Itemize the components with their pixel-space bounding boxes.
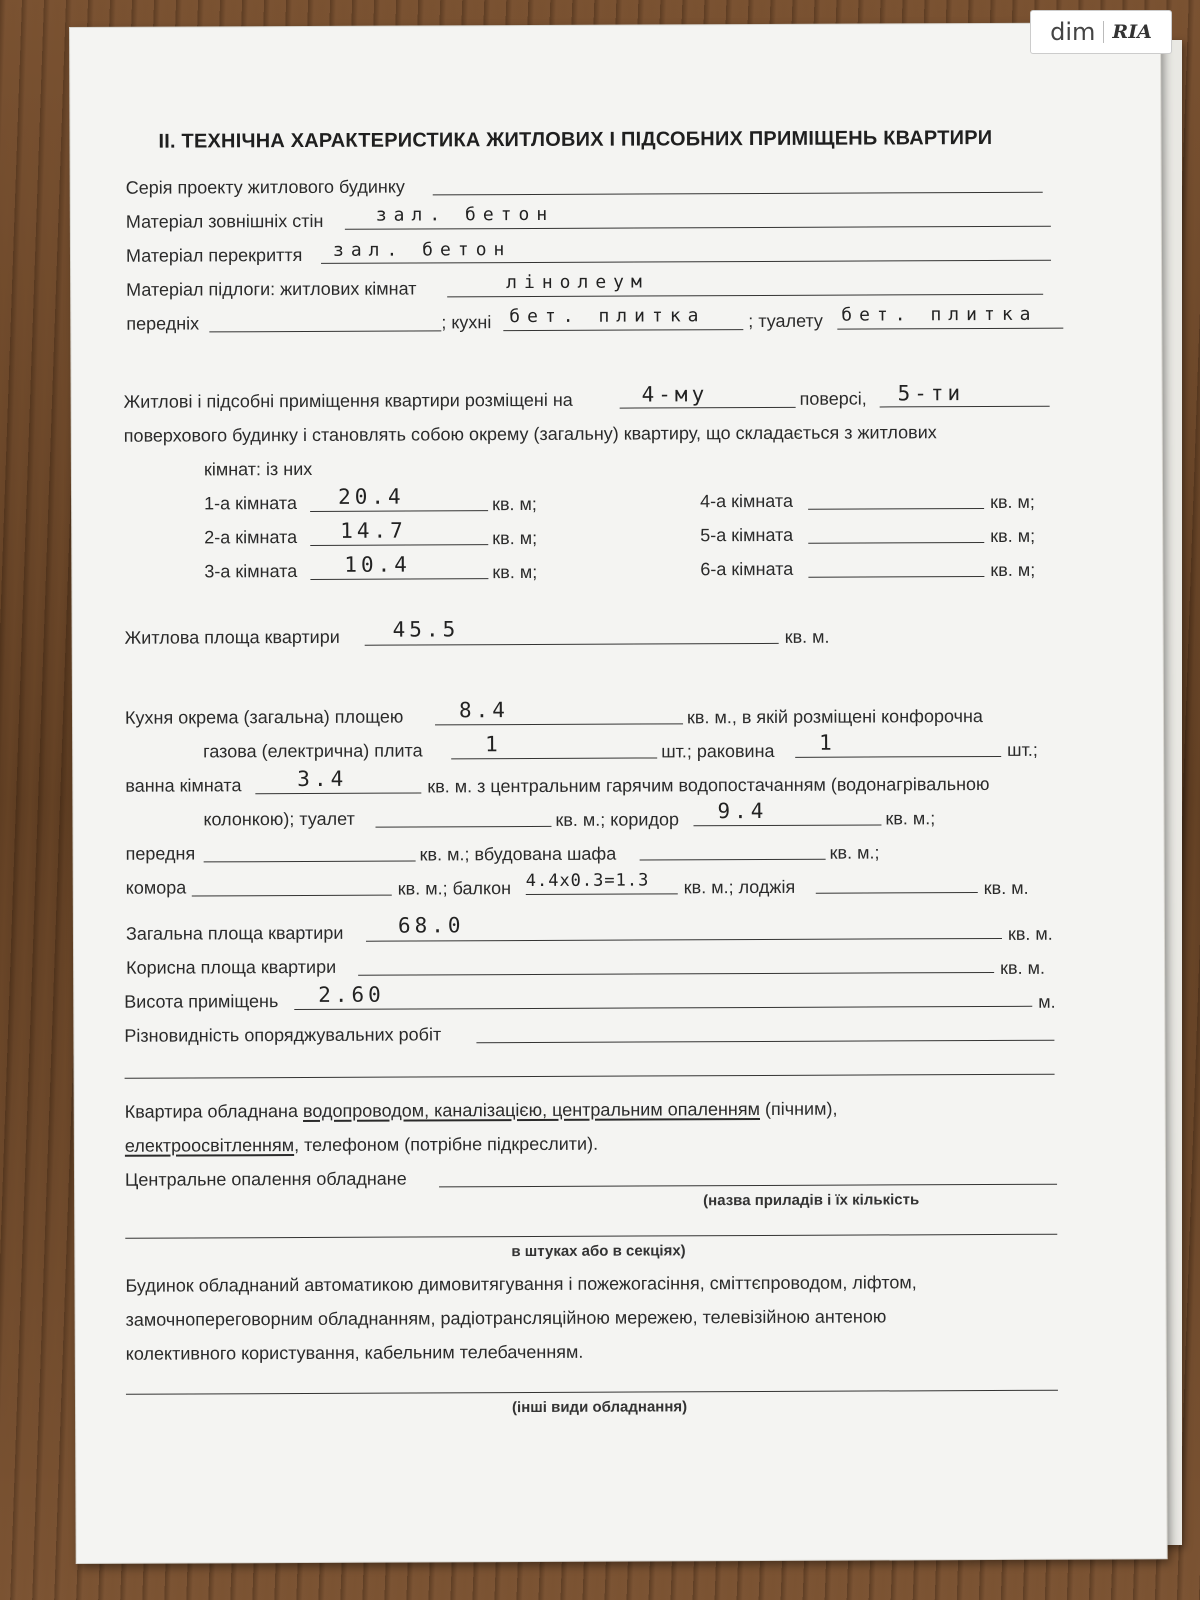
floors-label: Матеріал перекриття bbox=[125, 244, 303, 266]
hall-label: передніх bbox=[126, 313, 200, 334]
sink-line bbox=[795, 756, 1001, 758]
room3-value: 10.4 bbox=[344, 552, 411, 577]
storeys-value: 5-ти bbox=[897, 381, 965, 406]
loggia-unit: кв. м. bbox=[983, 877, 1029, 899]
wardrobe-line bbox=[640, 859, 826, 861]
balcony-value: 4.4х0.3=1.3 bbox=[525, 870, 650, 892]
flooring-label: Матеріал підлоги: житлових кімнат bbox=[126, 278, 417, 300]
room5-line bbox=[808, 542, 984, 544]
equipped-post: (пічним), bbox=[764, 1098, 838, 1119]
front-label: передня bbox=[125, 843, 196, 864]
bath-cont: кв. м. з центральним гарячим водопостачанням (водонагрівальною bbox=[427, 773, 990, 797]
hall-line bbox=[209, 330, 441, 332]
kitchen-floor-line bbox=[503, 329, 743, 331]
kitchen-area-value: 8.4 bbox=[458, 698, 509, 723]
flooring-line bbox=[447, 294, 1043, 298]
equipped-line-2 bbox=[125, 1134, 598, 1156]
room4-label: 4-а кімната bbox=[700, 490, 793, 512]
total-area-label: Загальна площа квартири bbox=[125, 922, 344, 944]
corridor-unit: кв. м.; bbox=[885, 808, 936, 829]
front-line bbox=[204, 860, 416, 862]
floor-value: 4-му bbox=[641, 382, 709, 407]
room2-unit: кв. м; bbox=[492, 527, 538, 549]
kitchen-floor-value: бет. плитка bbox=[509, 305, 706, 328]
room2-label: 2-а кімната bbox=[204, 527, 298, 548]
watermark-dim: dim bbox=[1050, 18, 1096, 46]
rooms-of-label: кімнат: із них bbox=[203, 458, 313, 480]
bath-line bbox=[255, 792, 421, 794]
useful-area-unit: кв. м. bbox=[1000, 957, 1045, 978]
stove-label: газова (електрична) плита bbox=[203, 740, 423, 762]
room4-line bbox=[808, 508, 984, 510]
kitchen-floor-label: ; кухні bbox=[441, 312, 492, 333]
heating-line-2 bbox=[125, 1234, 1057, 1239]
room2-line bbox=[310, 544, 488, 546]
toilet-area-line bbox=[375, 826, 551, 828]
living-area-unit: кв. м. bbox=[784, 626, 830, 647]
room1-value: 20.4 bbox=[337, 484, 405, 509]
location-label: Житлові і підсобні приміщення квартири розміщені на bbox=[123, 389, 573, 412]
wardrobe-unit: кв. м.; bbox=[829, 842, 880, 863]
floor-word: поверсі, bbox=[799, 388, 867, 409]
equipped-line-1 bbox=[125, 1099, 838, 1122]
corridor-line bbox=[693, 824, 881, 826]
room6-unit: кв. м; bbox=[990, 559, 1036, 580]
heating-line bbox=[439, 1184, 1057, 1188]
sink-value: 1 bbox=[819, 730, 836, 755]
other-note: (інші види обладнання) bbox=[511, 1398, 688, 1417]
walls-value: зал. бетон bbox=[375, 203, 555, 226]
column-label: колонкою); туалет bbox=[203, 808, 355, 830]
kitchen-area-line bbox=[435, 723, 683, 725]
equipped2-underlined: електроосвітленням bbox=[124, 1135, 295, 1156]
total-area-unit: кв. м. bbox=[1007, 923, 1053, 944]
toilet-floor-label: ; туалету bbox=[748, 310, 823, 332]
useful-area-line bbox=[358, 972, 994, 976]
flooring-value: лінолеум bbox=[506, 271, 649, 294]
building-line-2: замочнопереговорним обладнанням, радіотрансляційною мережею, телевізійною антеною bbox=[125, 1306, 887, 1330]
floors-value: зал. бетон bbox=[332, 239, 512, 261]
height-unit: м. bbox=[1038, 991, 1056, 1012]
loggia-line bbox=[816, 892, 978, 894]
building-line-3: колективного користування, кабельним телебаченням. bbox=[125, 1341, 584, 1364]
corridor-label: кв. м.; коридор bbox=[555, 809, 680, 830]
building-line-1: Будинок обладнаний автоматикою димовитягування і пожежогасіння, сміттєпроводом, ліфтом, bbox=[125, 1272, 917, 1296]
finish-line-2 bbox=[125, 1074, 1055, 1079]
corridor-value: 9.4 bbox=[717, 798, 768, 824]
bath-value: 3.4 bbox=[297, 766, 348, 792]
height-label: Висота приміщень bbox=[124, 991, 279, 1012]
total-area-value: 68.0 bbox=[397, 913, 465, 938]
watermark-ria: RIA bbox=[1103, 21, 1151, 43]
finish-line bbox=[476, 1040, 1054, 1044]
height-value: 2.60 bbox=[318, 982, 385, 1007]
wardrobe-label: кв. м.; вбудована шафа bbox=[419, 843, 617, 865]
kitchen-area-label: Кухня окрема (загальна) площею bbox=[124, 706, 404, 728]
stove-line bbox=[451, 757, 657, 759]
toilet-floor-value: бет. плитка bbox=[841, 303, 1038, 326]
useful-area-label: Корисна площа квартири bbox=[126, 956, 337, 978]
sink-label: шт.; раковина bbox=[661, 740, 775, 762]
finish-label: Різновидність опоряджувальних робіт bbox=[124, 1024, 442, 1046]
floor-line bbox=[620, 407, 796, 409]
room3-line bbox=[310, 578, 488, 580]
location-continuation: поверхового будинку і становлять собою окрему (загальну) квартиру, що складається з житлових bbox=[123, 422, 937, 446]
room1-label: 1-а кімната bbox=[204, 493, 297, 514]
room5-unit: кв. м; bbox=[990, 525, 1036, 546]
dimria-watermark bbox=[1030, 10, 1172, 54]
storage-line bbox=[192, 895, 392, 897]
balcony-label: кв. м.; балкон bbox=[397, 878, 512, 899]
room2-value: 14.7 bbox=[340, 518, 407, 543]
room6-label: 6-а кімната bbox=[700, 558, 794, 580]
toilet-floor-line bbox=[837, 328, 1063, 330]
heating-label: Центральне опалення обладнане bbox=[124, 1168, 407, 1190]
equipped-underlined: водопроводом, каналізацією, центральним опаленням bbox=[302, 1098, 761, 1121]
series-line bbox=[433, 192, 1043, 196]
room4-unit: кв. м; bbox=[990, 491, 1035, 512]
height-line bbox=[294, 1006, 1032, 1010]
living-area-label: Житлова площа квартири bbox=[124, 626, 340, 648]
room1-line bbox=[310, 510, 488, 512]
storeys-line bbox=[880, 406, 1050, 408]
equipped2-post: , телефоном (потрібне підкреслити). bbox=[294, 1133, 599, 1156]
document-page bbox=[70, 23, 1167, 1563]
other-line bbox=[126, 1390, 1058, 1395]
bath-label: ванна кімната bbox=[125, 775, 242, 796]
sink-unit: шт.; bbox=[1007, 739, 1038, 760]
room3-unit: кв. м; bbox=[492, 561, 538, 583]
room6-line bbox=[808, 576, 984, 578]
stove-value: 1 bbox=[485, 732, 502, 757]
walls-label: Матеріал зовнішніх стін bbox=[125, 210, 324, 232]
loggia-label: кв. м.; лоджія bbox=[683, 876, 796, 898]
heating-note-2: в штуках або в секціях) bbox=[511, 1242, 686, 1261]
equipped-pre: Квартира обладнана bbox=[124, 1101, 299, 1122]
living-area-value: 45.5 bbox=[392, 617, 460, 642]
room3-label: 3-а кімната bbox=[204, 561, 298, 582]
storage-label: комора bbox=[125, 877, 187, 898]
balcony-line bbox=[526, 893, 678, 895]
room5-label: 5-а кімната bbox=[700, 524, 794, 546]
kitchen-area-cont: кв. м., в якій розміщені конфорочна bbox=[686, 706, 983, 728]
room1-unit: кв. м; bbox=[492, 493, 537, 515]
series-label: Серія проекту житлового будинку bbox=[125, 176, 405, 198]
living-area-line bbox=[365, 643, 779, 646]
page-title: II. ТЕХНІЧНА ХАРАКТЕРИСТИКА ЖИТЛОВИХ І ПІДСОБНИХ ПРИМІЩЕНЬ КВАРТИРИ bbox=[158, 126, 993, 153]
heating-note-1: (назва приладів і їх кількість bbox=[703, 1191, 920, 1210]
total-area-line bbox=[366, 938, 1002, 942]
